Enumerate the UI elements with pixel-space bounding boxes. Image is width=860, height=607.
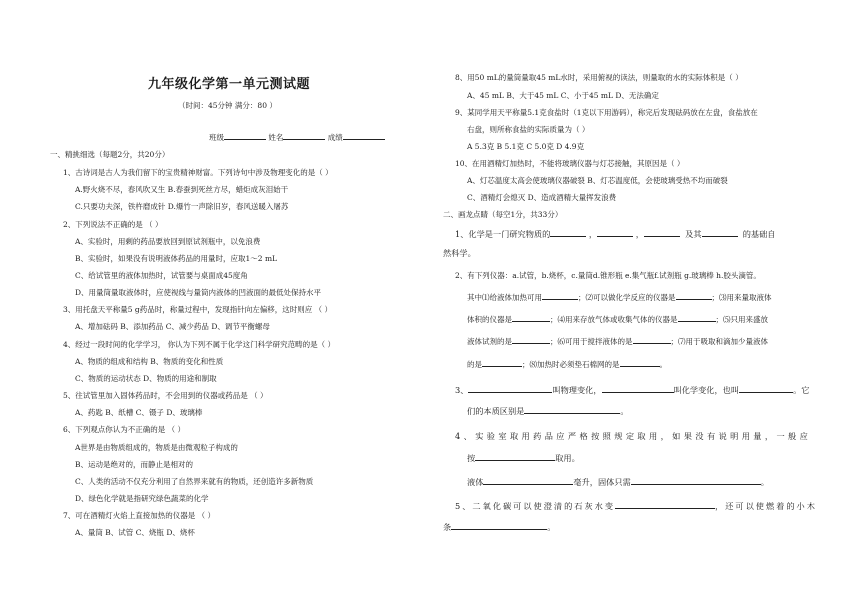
answer-blank[interactable]: [482, 358, 522, 367]
question-line: 9、某同学用天平称量5.1克食盐时（1克以下用游码），称完后发现砝码放在左盘，食盐放在: [455, 108, 758, 117]
answer-blank[interactable]: [542, 291, 578, 300]
text-segment: 们的本质区别是: [467, 406, 525, 416]
answer-blank[interactable]: [451, 521, 547, 530]
text-segment: ，: [588, 229, 598, 239]
text-segment: 取用。: [555, 453, 580, 463]
question-line: A世界是由物质组成的，物质是由微观粒子构成的: [75, 443, 238, 452]
answer-blank[interactable]: [550, 228, 586, 237]
question-line: C、人类的活动不仅充分利用了自然界来就有的物质，还创造许多新物质: [75, 477, 314, 486]
question-line: 4、经过一段时间的化学学习， 你认为下列不属于化学这门科学研究范畴的是（ ）: [63, 340, 336, 349]
student-info-line: [209, 131, 385, 143]
text-segment: 。它: [793, 385, 810, 395]
text-segment: 。: [547, 522, 556, 532]
question-line: 右盘，则所称食盐的实际质量为（ ）: [467, 125, 590, 134]
text-segment: 。: [659, 360, 667, 369]
answer-blank[interactable]: [483, 476, 573, 485]
text-segment: 。: [760, 477, 769, 487]
answer-blank[interactable]: [644, 228, 680, 237]
text-segment: 的基础自: [742, 229, 776, 239]
text-segment: 条: [443, 522, 452, 532]
text-segment: 叫物理变化，: [552, 385, 602, 395]
text-segment: ；⑷用来存放气体或收集气体的仪器是: [550, 315, 678, 324]
answer-blank[interactable]: [512, 335, 550, 344]
text-segment: ；⑹可用于搅拌液体的是: [550, 337, 633, 346]
text-segment: 5、二氧化碳可以使澄清的石灰水变: [455, 501, 616, 511]
question-line: 10、在用酒精灯加热时，不能将玻璃仪器与灯芯接触，其原因是（ ）: [455, 159, 685, 168]
answer-blank[interactable]: [739, 384, 793, 393]
question-line: 2、下列说法不正确的是 （ ）: [63, 220, 163, 229]
text-segment: 毫升，固体只需: [573, 477, 631, 487]
score-blank[interactable]: [343, 131, 385, 140]
text-segment: ；⑸只用来盛放: [715, 315, 768, 324]
question-line: A、45 mL B、大于45 mL C、小于45 mL D、无法确定: [467, 91, 659, 100]
page-title: 九年级化学第一单元测试题: [148, 77, 311, 92]
fill-question-2: 2、有下列仪器：a.试管，b.烧杯，c.量筒d.锥形瓶 e.集气瓶f.试剂瓶 g.玻璃棒 h.胶头滴管。: [455, 271, 761, 280]
question-line: C、给试管里的液体加热时，试管要与桌面成45度角: [75, 271, 248, 280]
question-line: B、运动是绝对的，而静止是相对的: [75, 460, 194, 469]
question-line: D、用量筒量取液体时，应使视线与量筒内液体的凹液面的最低处保持水平: [75, 288, 322, 297]
text-segment: 及其: [685, 229, 702, 239]
question-line: 6、下列观点你认为不正确的是 （ ）: [63, 425, 186, 434]
answer-blank[interactable]: [633, 335, 671, 344]
answer-blank[interactable]: [620, 358, 660, 367]
question-line: A、灯芯温度太高会使玻璃仪器破裂 B、灯芯温度低，会使玻璃受热不均而破裂: [467, 176, 728, 185]
text-segment: 液体: [467, 477, 484, 487]
name-blank[interactable]: [283, 131, 325, 140]
text-segment: 3、: [455, 385, 469, 395]
answer-blank[interactable]: [597, 228, 633, 237]
class-label: 班级: [209, 133, 224, 142]
fill-question-2-line: [467, 335, 768, 347]
text-segment: 体积的仪器是: [467, 315, 512, 324]
question-line: A、物质的组成和结构 B、物质的变化和性质: [75, 357, 224, 366]
fill-question-3-line: [467, 405, 629, 416]
question-line: C.只要功夫深，铁杵磨成针 D.爆竹一声除旧岁，春风送暖入屠苏: [75, 202, 289, 211]
answer-blank[interactable]: [602, 384, 674, 393]
answer-blank[interactable]: [475, 452, 555, 461]
section2-heading: 二、画龙点睛（每空1分，共33分）: [443, 210, 563, 219]
question-line: A.野火烧不尽，春风吹又生 B.春蚕到死丝方尽，蜡炬成灰泪始干: [75, 185, 289, 194]
question-line: A、实验时，用剩的药品要放回到原试剂瓶中，以免浪费: [75, 237, 261, 246]
exam-time-score: （时间：45分钟 满分：80 ）: [178, 101, 277, 110]
class-blank[interactable]: [224, 131, 266, 140]
question-line: 5、往试管里加入固体药品时，不会用到的仪器或药品是 （ ）: [63, 391, 268, 400]
question-line: B、实验时，如果没有说明液体药品的用量时，应取1～2 mL: [75, 254, 278, 263]
answer-blank[interactable]: [702, 228, 738, 237]
question-line: A、药匙 B、纸槽 C、镊子 D、玻璃棒: [75, 408, 203, 417]
answer-blank[interactable]: [615, 500, 715, 509]
question-line: 1、古诗词是古人为我们留下的宝贵精神财富。下列诗句中涉及物理变化的是（ ）: [63, 168, 333, 177]
answer-blank[interactable]: [676, 291, 712, 300]
fill-question-4: 4、实验室取用药品应严格按照规定取用，如果没有说明用量，一般应: [455, 431, 812, 441]
question-line: 3、用托盘天平称量5 g药品时，称量过程中，发现指针向左偏移，这时则应 （ ）: [63, 305, 332, 314]
text-segment: ；⑶用来量取液体: [711, 293, 772, 302]
text-segment: 1、化学是一门研究物质的: [455, 229, 551, 239]
text-segment: ；⑺用于吸取和滴加少量液体: [670, 337, 768, 346]
question-line: 7、可在酒精灯火焰上直接加热的仪器是 （ ）: [63, 511, 216, 520]
fill-question-4-line: [467, 476, 769, 487]
text-segment: 。: [620, 406, 629, 416]
text-segment: 的是: [467, 360, 482, 369]
answer-blank[interactable]: [468, 384, 552, 393]
question-line: A、量筒 B、试管 C、烧瓶 D、烧杯: [75, 528, 195, 537]
question-line: C、酒精灯会熄灭 D、造成酒精大量挥发浪费: [467, 193, 617, 202]
question-line: A 5.3克 B 5.1克 C 5.0克 D 4.9克: [467, 142, 585, 151]
text-segment: 叫化学变化，也叫: [673, 385, 740, 395]
fill-question-5: [455, 500, 817, 511]
score-label: 成绩: [327, 133, 343, 142]
fill-question-1: [455, 228, 776, 239]
text-segment: 然科学。: [443, 248, 476, 258]
question-line: 8、用50 mL的量筒量取45 mL水时，采用俯视的读法，则量取的水的实际体积是（ ）: [455, 73, 743, 82]
answer-blank[interactable]: [512, 313, 550, 322]
fill-question-2-line: [467, 291, 772, 303]
text-segment: ；⑻加热时必须垫石棉网的是: [522, 360, 620, 369]
answer-blank[interactable]: [678, 313, 716, 322]
answer-blank[interactable]: [631, 476, 761, 485]
question-line: A、增加砝码 B、添加药品 C、减少药品 D、调节平衡螺母: [75, 322, 270, 331]
name-label: 姓名: [268, 133, 284, 142]
text-segment: ；⑵可以做化学反应的仪器是: [578, 293, 676, 302]
text-segment: 液体试剂的是: [467, 337, 512, 346]
fill-question-3: [455, 384, 809, 395]
fill-question-2-line: [467, 358, 667, 370]
question-line: D、绿色化学就是指研究绿色蔬菜的化学: [75, 494, 209, 503]
text-segment: ，: [635, 229, 644, 239]
answer-blank[interactable]: [524, 405, 620, 414]
section1-heading: 一、精挑细选（每题2分，共20分）: [50, 150, 170, 159]
fill-question-5-line: [443, 521, 555, 532]
text-segment: ，还可以使燃着的小木: [715, 501, 817, 511]
fill-question-2-line: [467, 313, 768, 325]
text-segment: 其中⑴给液体加热可用: [467, 293, 542, 302]
text-segment: 按: [467, 453, 476, 463]
fill-question-4-line: [467, 452, 580, 463]
question-line: C、物质的运动状态 D、物质的用途和制取: [75, 374, 217, 383]
